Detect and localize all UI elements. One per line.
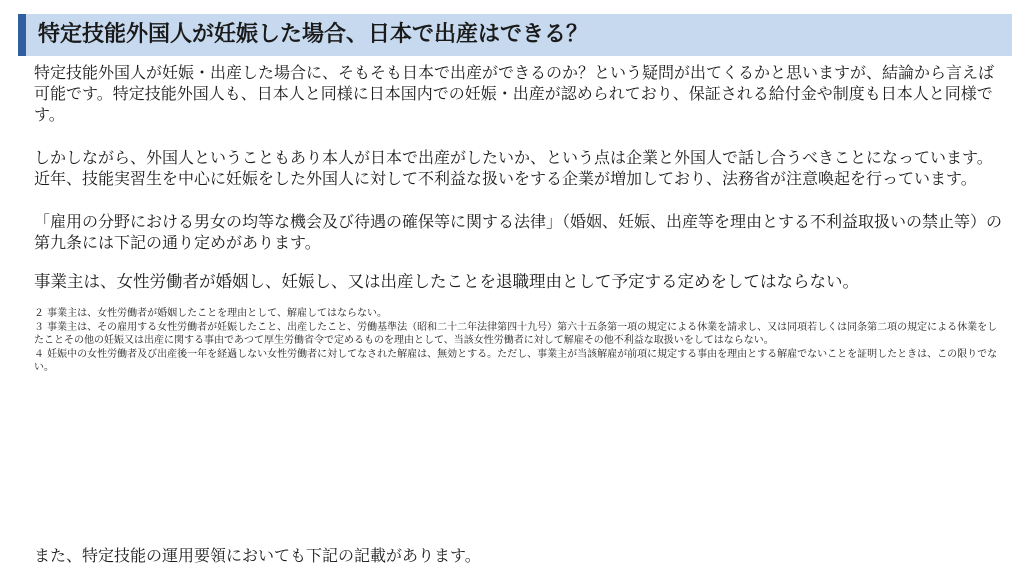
- title-bar: [18, 14, 1012, 56]
- paragraph-law-reference: 「雇用の分野における男女の均等な機会及び待遇の確保等に関する法律」（婚姻、妊娠、出産等を理由とする不利益取扱いの禁止等）の第九条には下記の通り定めがあります。: [34, 212, 1003, 252]
- paragraph-discussion: しかしながら、外国人ということもあり本人が日本で出産がしたいか、という点は企業と外国人で話し合うべきことになっています。近年、技能実習生を中心に妊娠をした外国人に対して不利益な扱いをする企業が増加しており、法務省が注意喚起を行っています。: [34, 148, 993, 188]
- law-item-4: ４ 妊娠中の女性労働者及び出産後一年を経過しない女性労働者に対してなされた解雇は、無効とする。ただし、事業主が当該解雇が前項に規定する事由を理由とする解雇でないことを証明したときは、この限りでない。: [34, 348, 998, 373]
- title-accent-bar: [18, 14, 26, 56]
- law-items: [34, 307, 1006, 375]
- closing-text: また、特定技能の運用要領においても下記の記載があります。: [34, 546, 481, 565]
- law-article-main: 事業主は、女性労働者が婚姻し、妊娠し、又は出産したことを退職理由として予定する定めをしてはならない。: [34, 272, 859, 291]
- paragraph-intro: 特定技能外国人が妊娠・出産した場合に、そもそも日本で出産ができるのか？という疑問が出てくるかと思いますが、結論から言えば可能です。特定技能外国人も、日本人と同様に日本国内での妊娠・出産が認められており、保証される給付金や制度も日本人と同様です。: [34, 63, 995, 124]
- law-item-2: ２ 事業主は、女性労働者が婚姻したことを理由として、解雇してはならない。: [34, 308, 387, 319]
- body-content: [34, 62, 1006, 375]
- page-title: 特定技能外国人が妊娠した場合、日本で出産はできる？: [38, 22, 589, 47]
- law-item-3: ３ 事業主は、その雇用する女性労働者が妊娠したこと、出産したこと、労働基準法（昭和二十二年法律第四十九号）第六十五条第一項の規定による休業を請求し、又は同項若しくは同条第二項の規定による休業をしたことその他の妊娠又は出産に関する事由であつて厚生労働省令で定めるものを理由として、当該女性労働者に対して解雇その他不利益な取扱いをしてはならない。: [34, 321, 998, 346]
